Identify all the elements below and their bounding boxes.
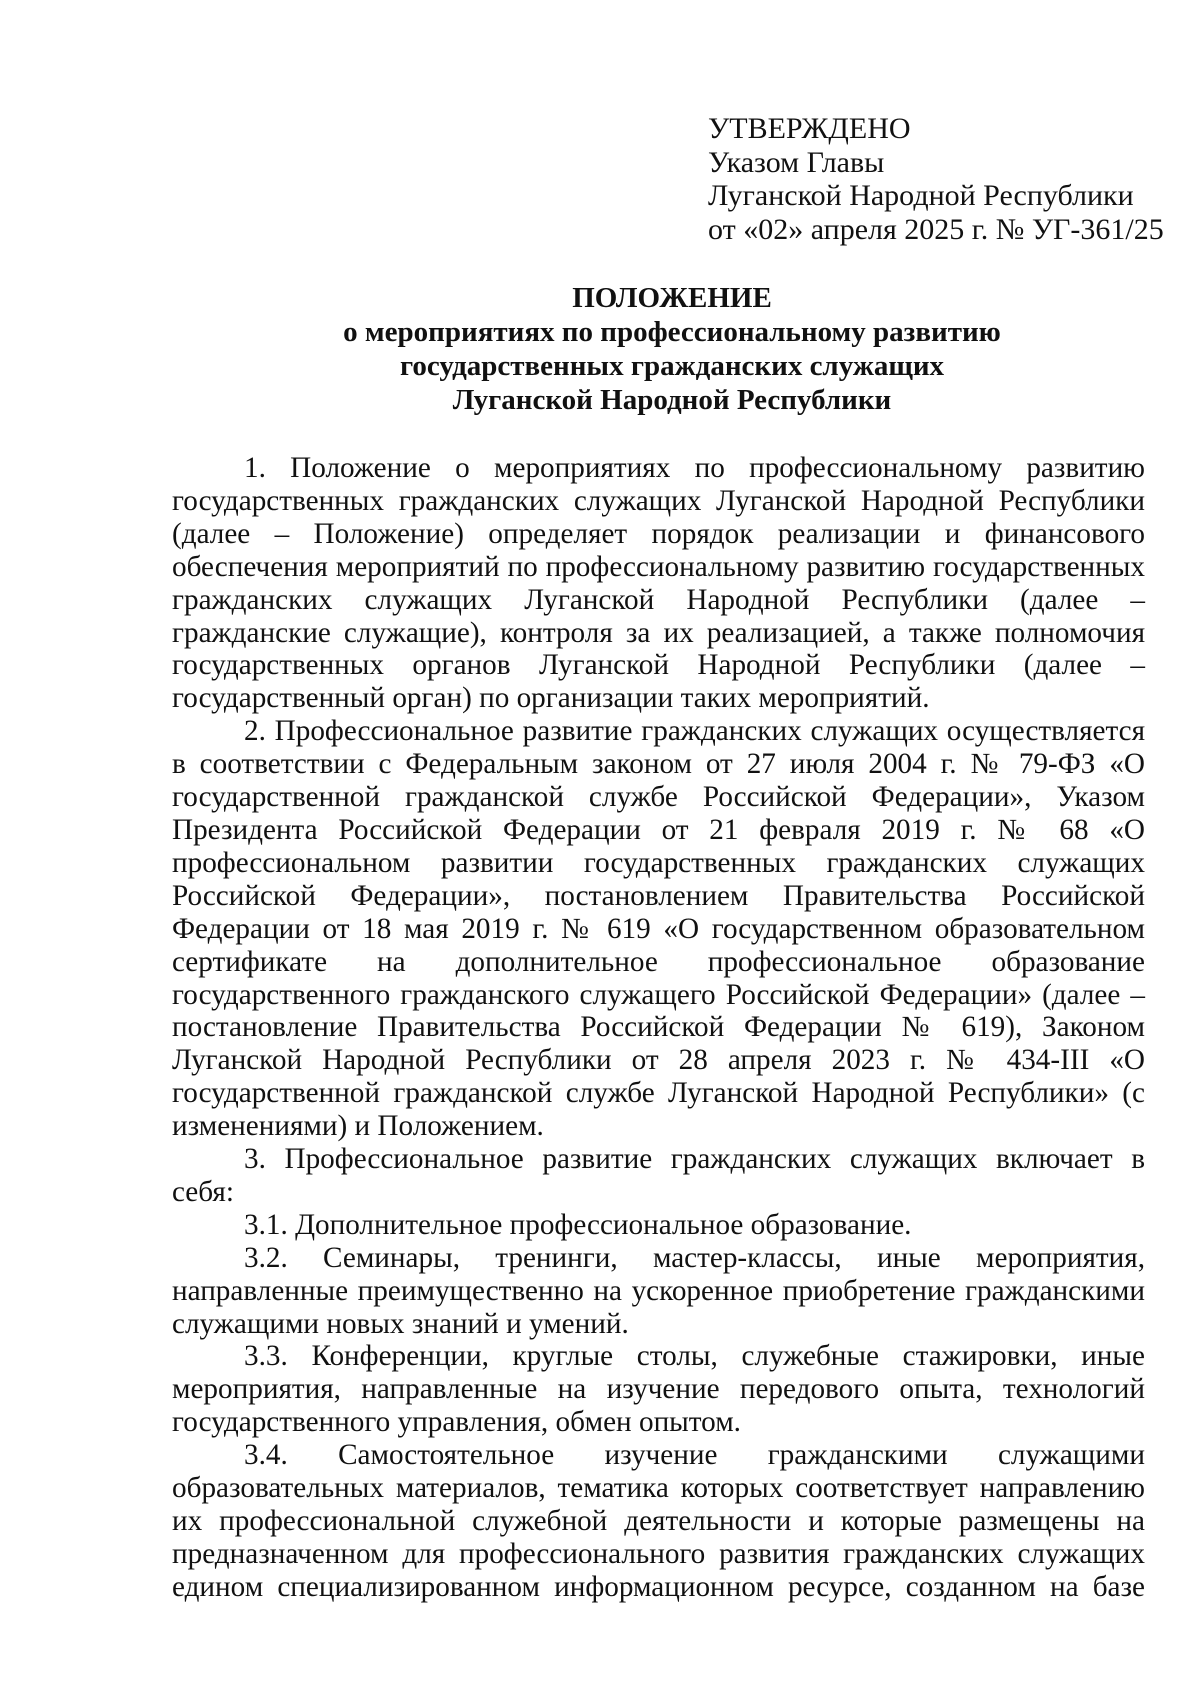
paragraph-3: 3. Профессиональное развитие гражданских служащих включает в себя:: [172, 1143, 1145, 1208]
document-subtitle-line-2: государственных гражданских служащих: [399, 350, 945, 382]
paragraph-3-3: 3.3. Конференции, круглые столы, служебные стажировки, иные мероприятия, направленные на изучение передового опыта, технологий государственного управления, обмен опытом.: [172, 1340, 1145, 1439]
document-subtitle-line-1: о мероприятиях по профессиональному развитию: [343, 316, 1001, 348]
document-body: [172, 452, 1145, 1604]
approval-decree: Указом Главы: [708, 145, 885, 179]
document-subtitle-line-3: Луганской Народной Республики: [452, 384, 892, 416]
approval-title: УТВЕРЖДЕНО: [708, 112, 911, 145]
paragraph-3-2: 3.2. Семинары, тренинги, мастер-классы, иные мероприятия, направленные преимущественно на ускоренное приобретение гражданскими служащими новых знаний и умений.: [172, 1241, 1145, 1340]
document-heading: [172, 281, 1172, 417]
approval-stamp-block: [708, 112, 1164, 246]
paragraph-3-4: 3.4. Самостоятельное изучение гражданскими служащими образовательных материалов, тематика которых соответствует направлению их профессиональной служебной деятельности и которые размещены на предназначенном для профессионального развития гражданских служащих едином специализированном информационном ресурсе, созданном на базе: [172, 1439, 1145, 1603]
paragraph-3-1: 3.1. Дополнительное профессиональное образование.: [244, 1208, 912, 1241]
approval-republic: Луганской Народной Республики: [708, 179, 1134, 212]
document-title: ПОЛОЖЕНИЕ: [572, 282, 772, 314]
approval-date-number: от «02» апреля 2025 г. № УГ-361/25: [708, 212, 1164, 246]
paragraph-2: 2. Профессиональное развитие гражданских служащих осуществляется в соответствии с Федеральным законом от 27 июля 2004 г. № 79-ФЗ «О государственной гражданской службе Российской Федерации», Указом Президента Российской Федерации от 21 февраля 2019 г. № 68 «О профессиональном развитии государственных гражданских служащих Российской Федерации», постановлением Правительства Российской Федерации от 18 мая 2019 г. № 619 «О государственном образовательном сертификате на дополнительное профессиональное образование государственного гражданского служащего Российской Федерации» (далее – постановление Правительства Российской Федерации № 619), Законом Луганской Народной Республики от 28 апреля 2023 г. № 434-III «О государственной гражданской службе Луганской Народной Республики» (с изменениями) и Положением.: [172, 715, 1145, 1143]
paragraph-1: 1. Положение о мероприятиях по профессиональному развитию государственных гражданских служащих Луганской Народной Республики (далее – Положение) определяет порядок реализации и финансового обеспечения мероприятий по профессиональному развитию государственных гражданских служащих Луганской Народной Республики (далее – гражданские служащие), контроля за их реализацией, а также полномочия государственных органов Луганской Народной Республики (далее – государственный орган) по организации таких мероприятий.: [172, 452, 1145, 715]
